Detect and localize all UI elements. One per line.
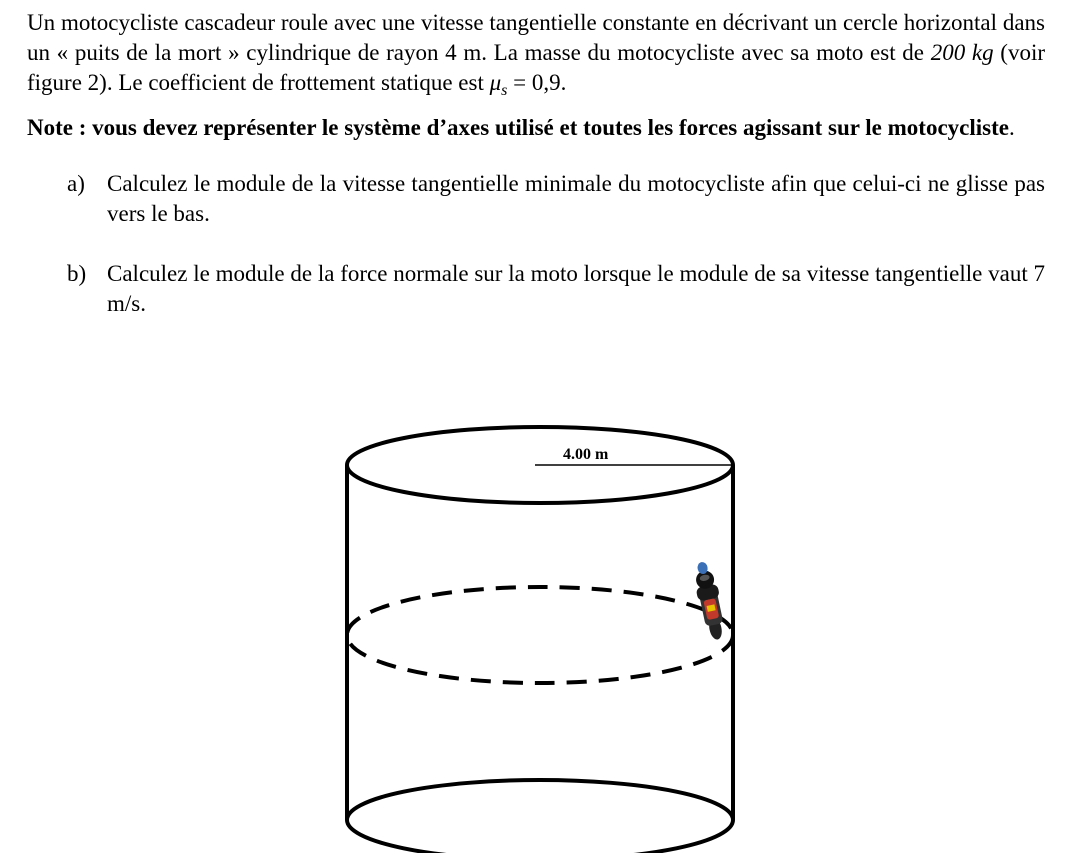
intro-part1: Un motocycliste cascadeur roule avec une vitesse tangentielle constante en décrivant un cercle horizontal dans un « puits de la mort » cylindrique de rayon 4 m. La masse du motocycliste avec sa moto est de: [27, 10, 1045, 65]
mu-value: = 0,9.: [507, 70, 567, 95]
mu-subscript: s: [501, 82, 508, 99]
problem-statement: [27, 8, 1045, 101]
question-a-text: Calculez le module de la vitesse tangentielle minimale du motocycliste afin que celui-ci ne glisse pas vers le bas.: [107, 171, 1045, 226]
radius-label: 4.00 m: [563, 446, 609, 463]
question-a-marker: a): [67, 171, 85, 196]
cylinder-figure: [335, 420, 755, 853]
cylinder-bottom-ellipse: [347, 780, 733, 853]
note-paragraph: [27, 113, 1045, 143]
intro-mass: 200 kg: [930, 40, 994, 65]
note-bold-text: Note : vous devez représenter le système d’axes utilisé et toutes les forces agissant sur le motocycliste: [27, 115, 1009, 140]
mu-symbol: μ: [489, 70, 502, 95]
note-end: .: [1008, 115, 1015, 140]
question-b-text: Calculez le module de la force normale sur la moto lorsque le module de sa vitesse tangentielle vaut 7 m/s.: [107, 261, 1045, 316]
motorcyclist-icon: [691, 560, 729, 642]
trajectory-dashed-circle: [347, 587, 733, 683]
question-b-marker: b): [67, 261, 87, 286]
question-b: [27, 259, 1045, 319]
question-a: [27, 169, 1045, 229]
cylinder-diagram: [335, 420, 755, 853]
question-list: [27, 169, 1045, 319]
intro-part2: (voir figure 2). Le coefficient de frottement statique est: [27, 40, 1045, 95]
problem-page: [27, 8, 1045, 319]
